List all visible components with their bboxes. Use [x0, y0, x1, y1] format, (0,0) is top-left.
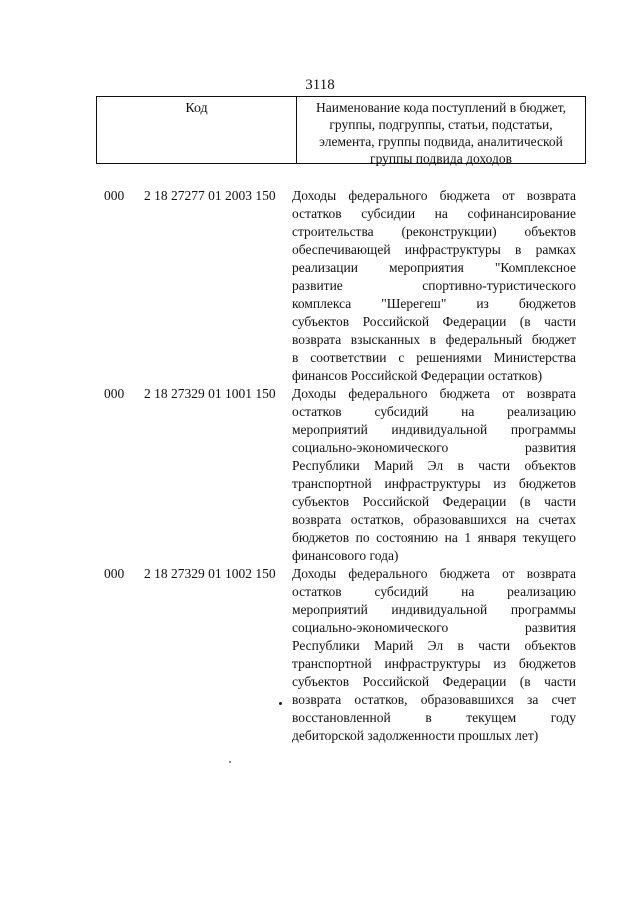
row-description: [292, 187, 576, 385]
description-line: субъектов Российской Федерации (в части: [292, 674, 576, 689]
table-row: [104, 565, 594, 745]
description-line: транспортной инфраструктуры из бюджетов: [292, 476, 576, 491]
description-line: транспортной инфраструктуры из бюджетов: [292, 656, 576, 671]
header-code-cell: Код: [97, 97, 297, 163]
admin-code: 000: [104, 566, 125, 581]
description-line: возврата остатков, образовавшихся за счет: [292, 692, 576, 707]
description-line: Доходы федерального бюджета от возврата: [292, 386, 576, 401]
table-header: [96, 96, 586, 164]
header-name-line: Наименование кода поступлений в бюджет,: [315, 100, 566, 115]
description-line: финансового года): [292, 548, 399, 563]
income-code: 2 18 27329 01 1001 150: [144, 386, 276, 401]
income-code: 2 18 27329 01 1002 150: [144, 566, 276, 581]
description-line: Республики Марий Эл в части объектов: [292, 458, 576, 473]
description-line: Доходы федерального бюджета от возврата: [292, 566, 576, 581]
description-line: субъектов Российской Федерации (в части: [292, 494, 576, 509]
description-line: строительства (реконструкции) объектов: [292, 224, 576, 239]
description-line: комплекса "Шерегеш" из бюджетов: [292, 296, 576, 311]
description-line: остатков субсидий на реализацию: [292, 404, 576, 419]
row-description: [292, 385, 576, 565]
header-name-cell: [297, 97, 585, 166]
description-line: развитие спортивно-туристического: [292, 278, 576, 293]
description-line: финансов Российской Федерации остатков): [292, 368, 543, 383]
header-name-line: группы подвида доходов: [370, 151, 512, 166]
row-code-cell: [104, 565, 292, 745]
header-name-line: группы, подгруппы, статьи, подстатьи,: [329, 117, 553, 132]
description-line: восстановленной в текущем году: [292, 710, 576, 725]
description-line: в соответствии с решениями Министерства: [292, 350, 576, 365]
description-line: возврата взысканных в федеральный бюджет: [292, 332, 576, 347]
description-line: Республики Марий Эл в части объектов: [292, 638, 576, 653]
description-line: остатков субсидии на софинансирование: [292, 206, 576, 221]
description-line: обеспечивающей инфраструктуры в рамках: [292, 242, 576, 257]
page-number: 3118: [305, 77, 335, 93]
description-line: остатков субсидий на реализацию: [292, 584, 576, 599]
description-line: социально-экономического развития: [292, 440, 576, 455]
description-line: Доходы федерального бюджета от возврата: [292, 188, 576, 203]
description-line: социально-экономического развития: [292, 620, 576, 635]
row-code-cell: [104, 187, 292, 385]
header-name-line: элемента, группы подвида, аналитической: [319, 134, 563, 149]
description-line: возврата остатков, образовавшихся на счетах: [292, 512, 576, 527]
admin-code: 000: [104, 386, 125, 401]
scan-speck: [279, 702, 282, 705]
table-row: [104, 385, 594, 565]
description-line: бюджетов по состоянию на 1 января текущего: [292, 530, 576, 545]
description-line: мероприятий индивидуальной программы: [292, 602, 576, 617]
table-row: [104, 187, 594, 385]
income-code: 2 18 27277 01 2003 150: [144, 188, 276, 203]
description-line: субъектов Российской Федерации (в части: [292, 314, 576, 329]
description-line: мероприятий индивидуальной программы: [292, 422, 576, 437]
scan-speck: [229, 761, 231, 763]
description-line: реализации мероприятия "Комплексное: [292, 260, 576, 275]
row-code-cell: [104, 385, 292, 565]
row-description: [292, 565, 576, 745]
admin-code: 000: [104, 188, 125, 203]
description-line: дебиторской задолженности прошлых лет): [292, 728, 539, 743]
income-code-list: [104, 187, 594, 745]
